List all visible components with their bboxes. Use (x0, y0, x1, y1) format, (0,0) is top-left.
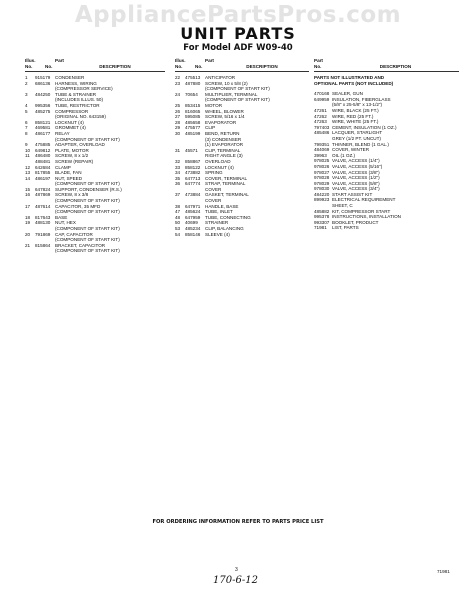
illus-number: 2 (25, 80, 28, 86)
part-number: 815864 (35, 242, 51, 248)
part-number: 993307 (314, 219, 330, 225)
part-number: 475577 (185, 125, 201, 131)
illus-number: 8 (25, 130, 28, 136)
part-description: (3) CONDENSER (205, 136, 242, 142)
part-description: PLATE, MOTOR (55, 147, 89, 153)
part-description: BEND, RETURN (205, 130, 240, 136)
part-number: 485624 (185, 209, 201, 215)
part-description: KIT, COMPRESSOR START (332, 208, 391, 214)
part-number: 647713 (185, 175, 201, 181)
part-description: ELECTRICAL REQUIREMENT (332, 197, 396, 203)
part-description: CLIP (205, 125, 216, 131)
part-description: COVER (205, 198, 222, 204)
column-header-bottom (25, 64, 165, 72)
parts-column-3 (314, 58, 459, 231)
parts-column-1 (25, 58, 165, 254)
part-number: 486480 (35, 153, 51, 159)
illus-number: 48 (175, 214, 181, 220)
ordering-footer: FOR ORDERING INFORMATION REFER TO PARTS PRICE LIST (152, 519, 324, 525)
illus-number: 12 (25, 164, 31, 170)
illus-number: 53 (175, 226, 181, 232)
part-description: TUBE & STRAINER (55, 91, 97, 97)
part-description: (COMPONENT OF START KIT) (205, 86, 270, 92)
part-number: 649959 (314, 96, 330, 102)
parts-list-1 (25, 75, 165, 254)
part-number: 485658 (185, 119, 201, 125)
part-number: 485199 (185, 130, 201, 136)
part-description: MOTOR (205, 102, 223, 108)
part-number: 485882 (314, 208, 330, 214)
part-number: 915179 (35, 75, 51, 80)
part-number: 858146 (185, 231, 201, 237)
part-number: 791869 (35, 231, 51, 237)
illus-number: 14 (25, 175, 31, 181)
part-number (35, 248, 55, 254)
illus-number: 1 (25, 75, 28, 80)
description-header: DESCRIPTION (379, 64, 412, 69)
part-description: GASKET, TERMINAL (205, 192, 249, 198)
part-description: (5/8" x 25-5/8" x 13-1/2") (332, 102, 383, 108)
illus-number: 34 (175, 170, 181, 176)
part-number: 816065 (185, 108, 201, 114)
part-number: 485234 (185, 226, 201, 232)
parts-row (175, 232, 309, 238)
part-description: SCREW, 8 x 1/2 (55, 153, 89, 159)
illus-number: 28 (175, 119, 181, 125)
part-no-header: No. (314, 64, 322, 69)
page-number: 3 (235, 567, 238, 573)
part-description: CAP, CAPACITOR (55, 231, 93, 237)
part-number: 595085 (185, 114, 201, 120)
part-description: RELAY (55, 130, 70, 136)
description-header: DESCRIPTION (246, 64, 278, 69)
part-description: THINNER, BLEND (1 GAL.) (332, 141, 389, 147)
illus-number: 29 (175, 125, 181, 131)
part-description: CONDENSER (55, 75, 85, 80)
part-number: 488130 (35, 220, 51, 226)
part-number: 647959 (185, 214, 201, 220)
part-description: VALVE, ACCESS (5/16") (332, 163, 383, 169)
part-description: ADAPTER, OVERLOAD (55, 142, 105, 148)
illus-number: 21 (25, 242, 31, 248)
part-description: BASE (55, 214, 68, 220)
part-description: CLIP, TERMINAL (205, 147, 241, 153)
part-description: WIRE, RED (25 FT.) (332, 113, 374, 119)
part-description: HARNESS, WIRING (55, 80, 97, 86)
part-description: (COMPONENT OF START KIT) (55, 198, 120, 204)
part-description: (COMPRESSOR SERVICE) (55, 86, 113, 92)
part-number: 487880 (185, 80, 201, 86)
part-description: VALVE, ACCESS (5/8") (332, 180, 380, 186)
part-description: OVERLOAD (205, 158, 231, 164)
illus-number: 31 (175, 147, 181, 153)
part-number: 484069 (314, 147, 330, 153)
part-description: NUT, SPEED (55, 175, 83, 181)
column-header-bottom (314, 64, 459, 72)
not-illustrated-note: PARTS NOT ILLUSTRATED AND (314, 75, 385, 80)
part-description: CAPACITOR, 35 MFD (55, 203, 101, 209)
part-description: (COMPONENT OF START KIT) (55, 248, 120, 254)
part-number: 473882 (185, 170, 201, 176)
part-number: 487614 (35, 203, 51, 209)
part-number: 473884 (185, 192, 201, 198)
part-number: 899923 (314, 197, 330, 203)
model-subtitle: For Model ADF W09-40 (183, 43, 293, 53)
illus-number: 18 (25, 214, 31, 220)
part-description: VALVE, ACCESS (3/8") (332, 169, 380, 175)
parts-row (314, 225, 459, 231)
illus-number: 7 (25, 125, 28, 131)
part-number: 484220 (314, 191, 330, 197)
part-no-header: No. (45, 64, 53, 69)
part-description: COMPRESSOR (55, 108, 89, 114)
illus-number: 38 (175, 203, 181, 209)
part-description: LACQUER, STARLIGHT (332, 130, 383, 136)
illus-number: 54 (175, 231, 181, 237)
parts-column-2 (175, 58, 309, 237)
part-number: 978028 (314, 175, 330, 181)
illus-number: 13 (25, 170, 31, 176)
illus-number: 20 (25, 231, 31, 237)
part-number: 485275 (35, 108, 51, 114)
part-number: 71981 (314, 225, 327, 231)
illus-number: 33 (175, 164, 181, 170)
part-number: 978027 (314, 169, 330, 175)
part-number: 995356 (35, 102, 51, 108)
part-description: GREY (1/2 PT. UNCUT) (332, 135, 381, 141)
column-header-bottom (175, 64, 309, 72)
part-number: 488481 (35, 158, 51, 164)
illus-number: 3 (25, 91, 28, 97)
illus-number: 27 (175, 114, 181, 120)
illus-number: 36 (175, 181, 181, 187)
part-description: BRACKET, CAPACITOR (55, 242, 106, 248)
part-description: GROMMET (4) (55, 125, 86, 131)
parts-list-2 (175, 75, 309, 237)
illus-number: 16 (25, 192, 31, 198)
part-number: 817643 (35, 214, 51, 220)
part-header: Part (314, 58, 323, 63)
part-description: SCREW, 10 x 5/8 (2) (205, 80, 248, 86)
part-description: START ASSIST KIT (332, 191, 373, 197)
part-description: LIST, PARTS (332, 225, 359, 231)
part-description: WIRE, WHITE (25 FT.) (332, 119, 379, 125)
illus-number: 25 (175, 102, 181, 108)
part-description: CLAMP (55, 164, 71, 170)
part-number: 799351 (314, 141, 330, 147)
part-number: 484250 (35, 91, 51, 97)
part-description: INSTRUCTIONS, INSTALLATION (332, 214, 401, 220)
illus-number: 22 (175, 75, 181, 80)
part-description: ANTICIPATOR (205, 75, 236, 80)
part-description: (COMPONENT OF START KIT) (55, 237, 120, 243)
part-number: 642684 (35, 164, 51, 170)
part-description: WIRE, BLACK (25 FT.) (332, 107, 379, 113)
part-description: COVER, WINTER (332, 147, 370, 153)
part-description: RIGHT ANGLE (3) (205, 153, 243, 159)
illus-number: 6 (25, 119, 28, 125)
illus-number: 11 (25, 153, 30, 159)
part-description: COVER (205, 186, 222, 192)
part-description: WHEEL, BLOWER (205, 108, 244, 114)
watermark: AppliancePartsPros.com (74, 2, 402, 28)
part-number: 486197 (35, 175, 51, 181)
part-description: COVER, TERMINAL (205, 175, 248, 181)
part-number: 686136 (35, 80, 51, 86)
part-description: OIL (1 OZ.) (332, 152, 356, 158)
part-number: 39963 (314, 152, 327, 158)
part-description: (ORIGINAL NO. 643159) (55, 114, 106, 120)
part-number: 485486 (314, 130, 330, 136)
part-number: 475885 (35, 142, 51, 148)
part-description: (COMPONENT OF START KIT) (55, 226, 120, 232)
part-description: (COMPONENT OF START KIT) (55, 136, 120, 142)
illus-number: 17 (25, 203, 31, 209)
illus-number: 26 (175, 108, 181, 114)
part-number: 797403 (314, 124, 330, 130)
part-description: CLIP, BALANCING (205, 226, 244, 232)
part-description: VALVE, ACCESS (1/2") (332, 175, 380, 181)
illus-no-header: No. (175, 64, 183, 69)
parts-row (25, 248, 165, 254)
part-description: VALVE, ACCESS (1/4") (332, 158, 380, 164)
part-description: TUBE, RESTRICTOR (55, 102, 100, 108)
part-description: BOOKLET, PRODUCT (332, 219, 379, 225)
description-header: DESCRIPTION (99, 64, 131, 69)
part-description: (COMPONENT OF START KIT) (205, 97, 270, 103)
illus-no-header: No. (25, 64, 33, 69)
part-number: 647971 (185, 203, 201, 209)
illus-header: Illus. (25, 58, 36, 63)
part-description: (COMPONENT OF START KIT) (55, 181, 120, 187)
part-description: (1) EVAPORATOR (205, 142, 244, 148)
part-number: 486177 (35, 130, 51, 136)
illus-number: 35 (175, 175, 181, 181)
illus-number: 5 (25, 108, 28, 114)
illus-number: 15 (25, 186, 31, 192)
part-number: 47263 (314, 119, 327, 125)
part-number: 47262 (314, 113, 327, 119)
part-description: (COMPONENT OF START KIT) (55, 209, 120, 215)
part-description: VALVE, ACCESS (3/4") (332, 186, 380, 192)
part-number: 978029 (314, 180, 330, 186)
part-number: 978025 (314, 158, 330, 164)
part-number: 40699 (185, 220, 198, 226)
part-header: Part (55, 58, 64, 63)
part-description: TUBE, CONNECTING (205, 214, 251, 220)
part-description: EVAPORATOR (205, 119, 237, 125)
illus-number: 4 (25, 102, 28, 108)
part-number: 978030 (314, 186, 330, 192)
part-description: SCREW, 5/16 x 1/4 (205, 114, 245, 120)
part-description: (INCLUDES ILLUS. 50) (55, 97, 103, 103)
part-number: 45571 (185, 147, 198, 153)
part-description: TUBE, INLET (205, 209, 233, 215)
part-description: SEALER, GUN (332, 91, 363, 97)
illus-number: 10 (25, 147, 31, 153)
illus-number: 24 (175, 91, 181, 97)
part-header: Part (205, 58, 214, 63)
illus-number: 50 (175, 220, 181, 226)
part-description: SCREW (REPAIR) (55, 158, 94, 164)
part-description: STRAP, TERMINAL (205, 181, 246, 187)
part-description: SPRING (205, 170, 223, 176)
part-number: 858122 (185, 164, 201, 170)
part-number: 47261 (314, 107, 327, 113)
part-number: 647824 (35, 186, 51, 192)
illus-number: 30 (175, 130, 181, 136)
part-description: SCREW, 8 x 3/8 (55, 192, 89, 198)
form-code: 71981 (437, 569, 450, 574)
part-number: 70654 (185, 91, 198, 97)
page-title: UNIT PARTS (180, 24, 296, 43)
part-description: HANDLE, BASE (205, 203, 239, 209)
illus-header: Illus. (175, 58, 186, 63)
illus-number: 32 (175, 158, 181, 164)
illus-number: 23 (175, 80, 181, 86)
part-number: 649812 (35, 147, 51, 153)
part-description: BLADE, FAN (55, 170, 82, 176)
illus-number (25, 248, 35, 254)
part-number: 817855 (35, 170, 51, 176)
part-number: 858121 (35, 119, 51, 125)
handwritten-note: 170-6-12 (213, 575, 258, 586)
part-number: 853415 (185, 102, 201, 108)
illus-number: 47 (175, 209, 181, 215)
illus-number: 9 (25, 142, 28, 148)
part-number: 647774 (185, 181, 201, 187)
part-description: SHEET, C (332, 203, 353, 209)
optional-parts-note: OPTIONAL PARTS (NOT INCLUDED) (314, 80, 394, 86)
parts-list-3 (314, 91, 459, 231)
part-number: 475513 (185, 75, 201, 80)
illus-number: 19 (25, 220, 31, 226)
part-description: MULTIPLIER, TERMINAL (205, 91, 258, 97)
part-number: 978026 (314, 163, 330, 169)
part-description: LOCKNUT (4) (205, 164, 234, 170)
part-number: 995378 (314, 214, 330, 220)
part-number: 469581 (35, 125, 51, 131)
part-description: SUPPORT, CONDENSER (R.S.) (55, 186, 122, 192)
illus-number: 37 (175, 192, 181, 198)
part-description: LOCKNUT (4) (55, 119, 84, 125)
part-number: 487869 (35, 192, 51, 198)
part-description: SLEEVE (4) (205, 231, 230, 237)
part-number: 470168 (314, 91, 330, 97)
part-description: CEMENT, INSULATION (1 OZ.) (332, 124, 397, 130)
part-number: 858867 (185, 158, 201, 164)
part-no-header: No. (195, 64, 203, 69)
part-description: NUT, HEX (55, 220, 76, 226)
part-description: INSULATION, FIBERGLASS (332, 96, 391, 102)
part-description: STRAINER (205, 220, 229, 226)
